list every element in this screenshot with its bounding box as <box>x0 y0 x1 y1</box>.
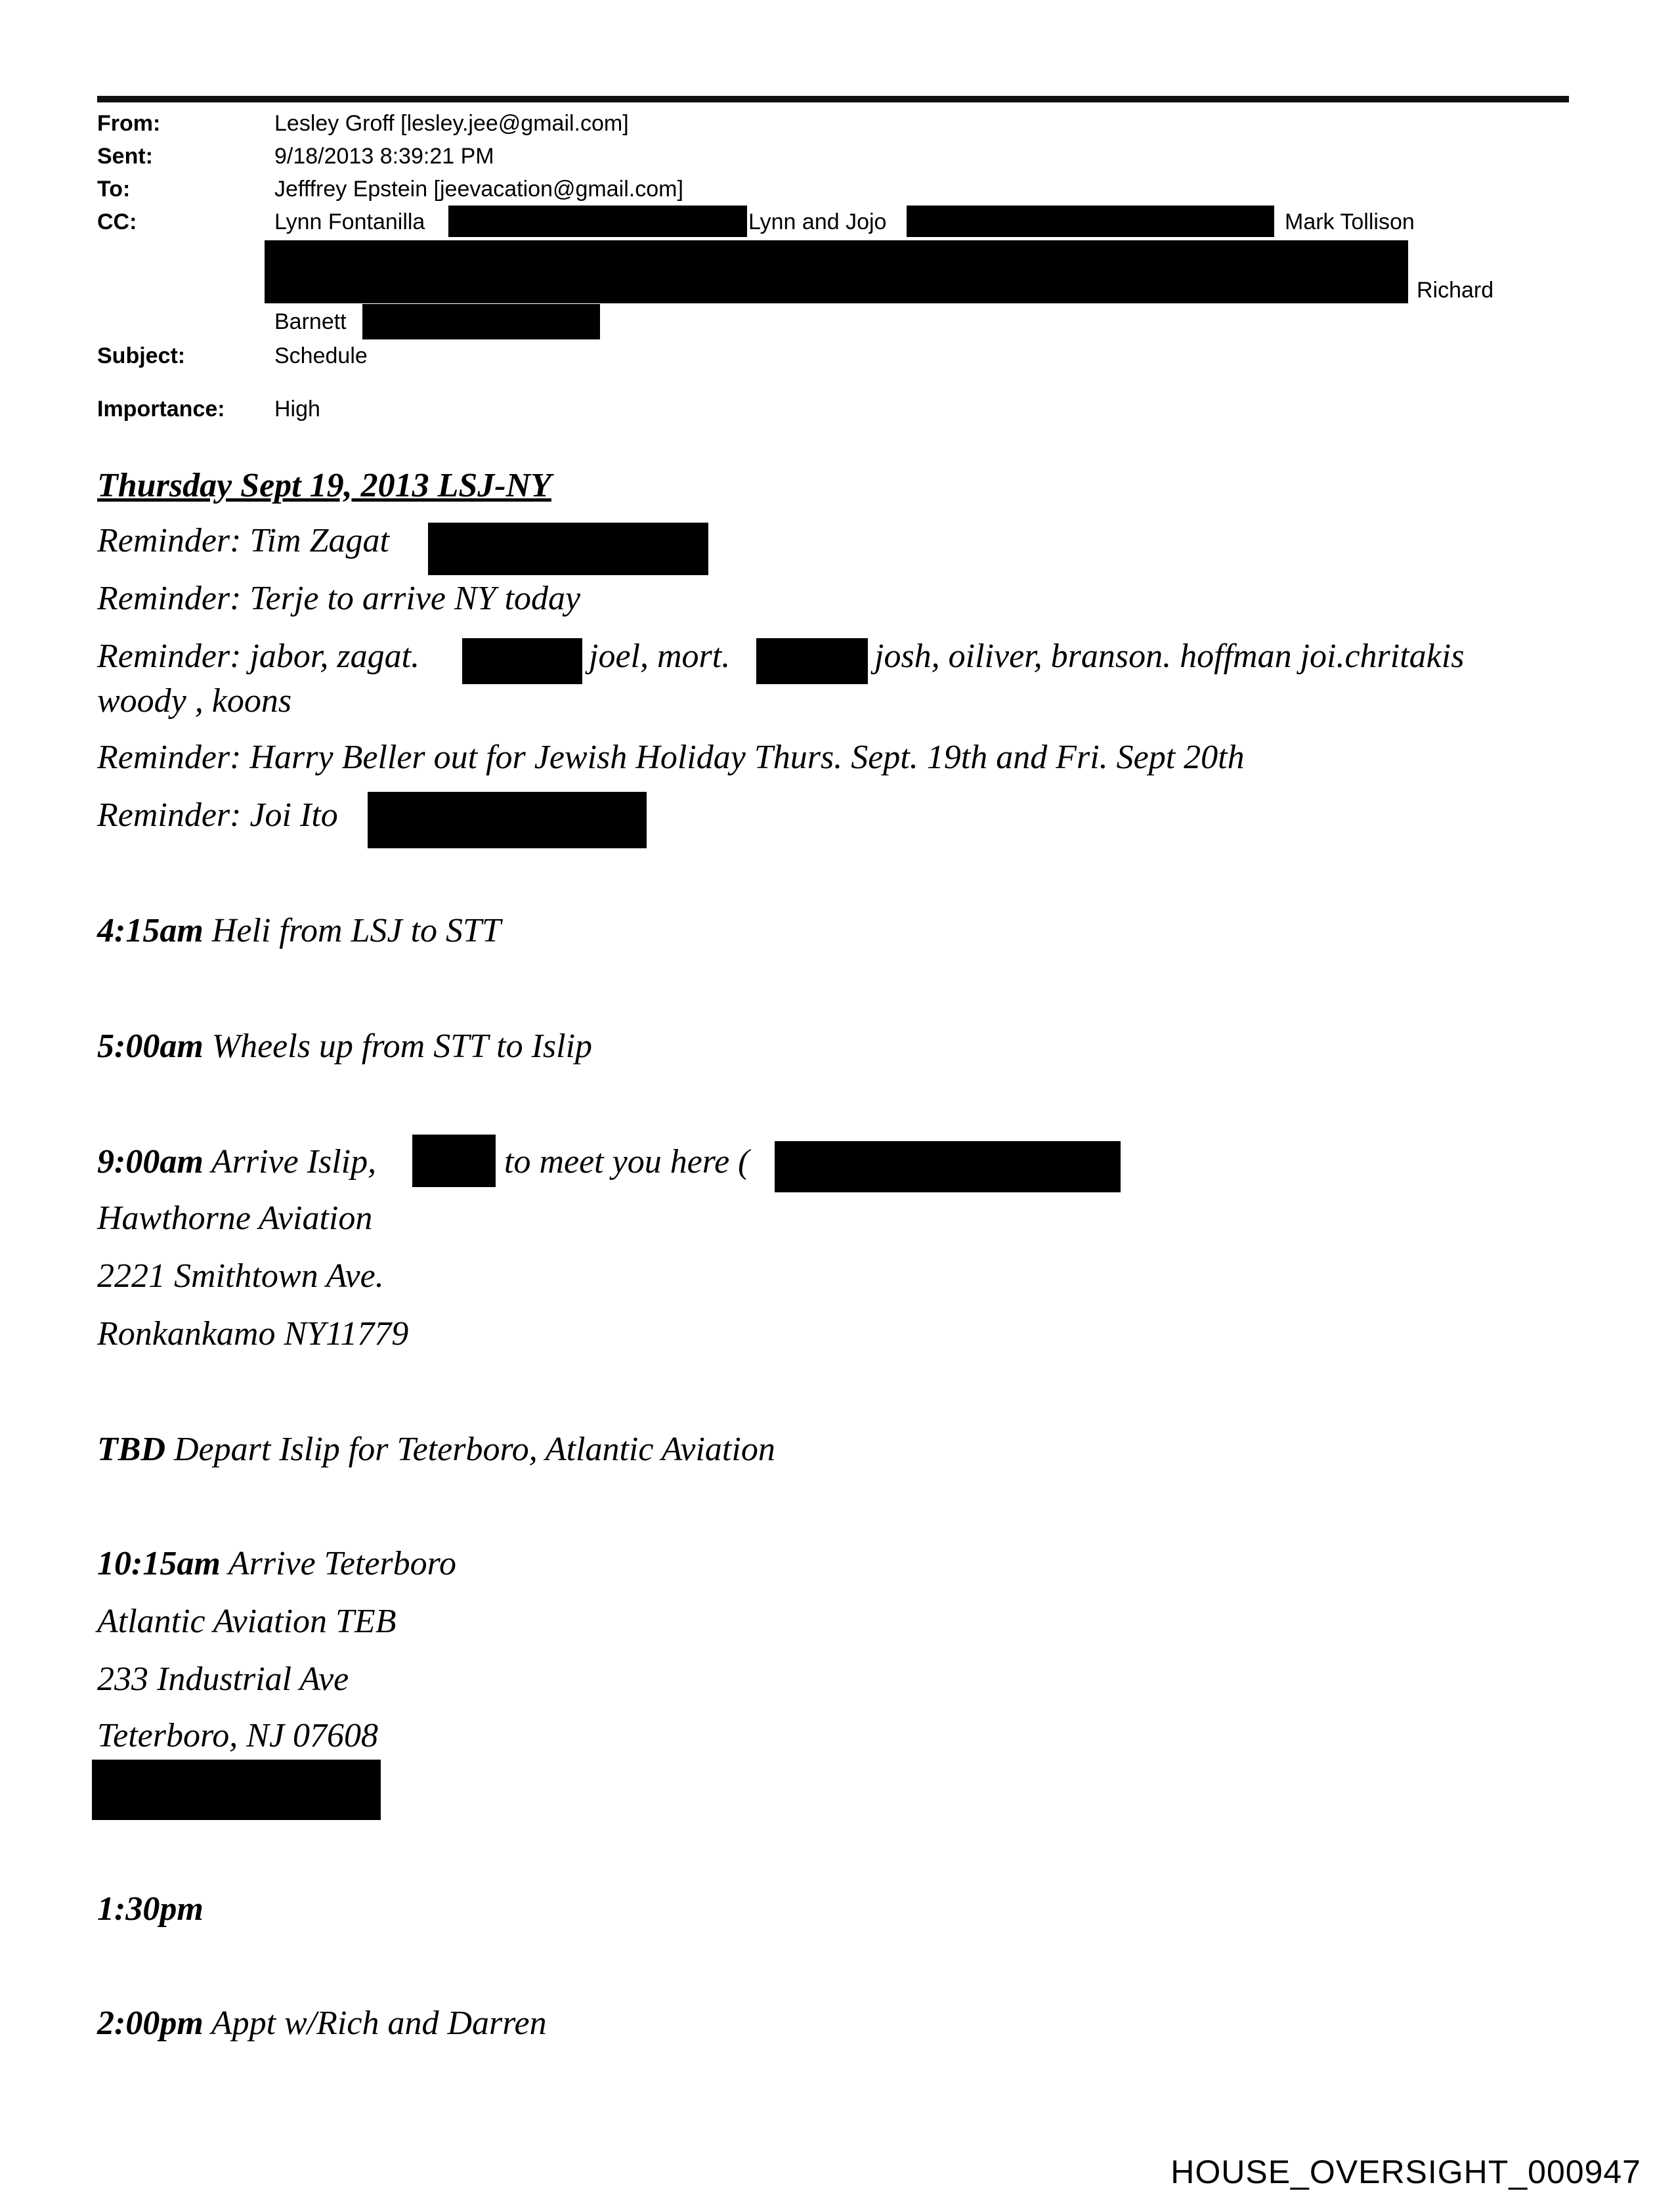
from-value: Lesley Groff [lesley.jee@gmail.com] <box>274 111 629 136</box>
redaction-box <box>362 304 600 339</box>
cc-name-2: Lynn and Jojo <box>748 209 887 234</box>
redaction-box <box>412 1135 496 1187</box>
schedule-text: Appt w/Rich and Darren <box>203 2005 547 2042</box>
schedule-text: Depart Islip for Teterboro, Atlantic Aviation <box>165 1431 775 1468</box>
schedule-item <box>97 1429 775 1471</box>
cc-name-3: Mark Tollison <box>1285 209 1415 234</box>
reminder-line: Reminder: Harry Beller out for Jewish Holiday Thurs. Sept. 19th and Fri. Sept 20th <box>97 739 1245 776</box>
reminder-line: Reminder: Joi Ito <box>97 796 338 834</box>
address-line: Atlantic Aviation TEB <box>97 1603 397 1640</box>
schedule-text: Heli from LSJ to STT <box>203 912 501 949</box>
schedule-time: 2:00pm <box>97 2005 204 2042</box>
address-line: Hawthorne Aviation <box>97 1200 373 1237</box>
importance-label: Importance: <box>97 397 225 422</box>
sent-label: Sent: <box>97 144 153 169</box>
redaction-box <box>448 206 747 237</box>
schedule-heading: Thursday Sept 19, 2013 LSJ-NY <box>97 467 551 504</box>
schedule-item <box>97 1543 456 1585</box>
schedule-text: Wheels up from STT to Islip <box>203 1028 593 1065</box>
importance-value: High <box>274 397 320 422</box>
address-line: Ronkankamo NY11779 <box>97 1315 409 1353</box>
cc-label: CC: <box>97 209 137 234</box>
to-value: Jefffrey Epstein [jeevacation@gmail.com] <box>274 177 683 202</box>
header-rule <box>97 96 1569 102</box>
schedule-text: to meet you here ( <box>504 1143 750 1181</box>
cc-name-1: Lynn Fontanilla <box>274 209 425 234</box>
schedule-time: 4:15am <box>97 912 204 949</box>
schedule-item <box>97 1141 376 1183</box>
reminder-line: woody , koons <box>97 682 292 720</box>
schedule-item <box>97 2003 547 2045</box>
redaction-box <box>92 1760 381 1820</box>
schedule-item <box>97 1026 592 1068</box>
schedule-time: 10:15am <box>97 1545 221 1582</box>
from-label: From: <box>97 111 161 136</box>
redaction-box <box>775 1141 1121 1192</box>
bates-number: HOUSE_OVERSIGHT_000947 <box>1170 2154 1641 2190</box>
reminder-line: Reminder: Tim Zagat <box>97 522 389 559</box>
redaction-box <box>907 206 1274 237</box>
schedule-time: 1:30pm <box>97 1890 204 1928</box>
schedule-text: Arrive Islip, <box>203 1143 377 1181</box>
schedule-time: TBD <box>97 1431 165 1468</box>
address-line: Teterboro, NJ 07608 <box>97 1717 379 1754</box>
redaction-box <box>756 638 868 684</box>
address-line: 233 Industrial Ave <box>97 1660 349 1698</box>
sent-value: 9/18/2013 8:39:21 PM <box>274 144 494 169</box>
schedule-text: Arrive Teterboro <box>220 1545 456 1582</box>
subject-value: Schedule <box>274 343 368 368</box>
reminder-line: joel, mort. <box>589 638 731 675</box>
cc-name-4b: Barnett <box>274 309 347 334</box>
redaction-box <box>368 792 647 848</box>
reminder-line: Reminder: Terje to arrive NY today <box>97 580 581 617</box>
redaction-box <box>265 240 1408 303</box>
redaction-box <box>428 523 708 575</box>
to-label: To: <box>97 177 131 202</box>
schedule-time: 9:00am <box>97 1143 204 1181</box>
schedule-time: 5:00am <box>97 1028 204 1065</box>
address-line: 2221 Smithtown Ave. <box>97 1257 384 1295</box>
cc-name-4a: Richard <box>1417 278 1494 303</box>
subject-label: Subject: <box>97 343 186 368</box>
schedule-item <box>97 1888 204 1930</box>
redaction-box <box>462 638 582 684</box>
reminder-line: Reminder: jabor, zagat. <box>97 638 420 675</box>
schedule-item <box>97 910 501 952</box>
reminder-line: josh, oiliver, branson. hoffman joi.chritakis <box>874 638 1465 675</box>
